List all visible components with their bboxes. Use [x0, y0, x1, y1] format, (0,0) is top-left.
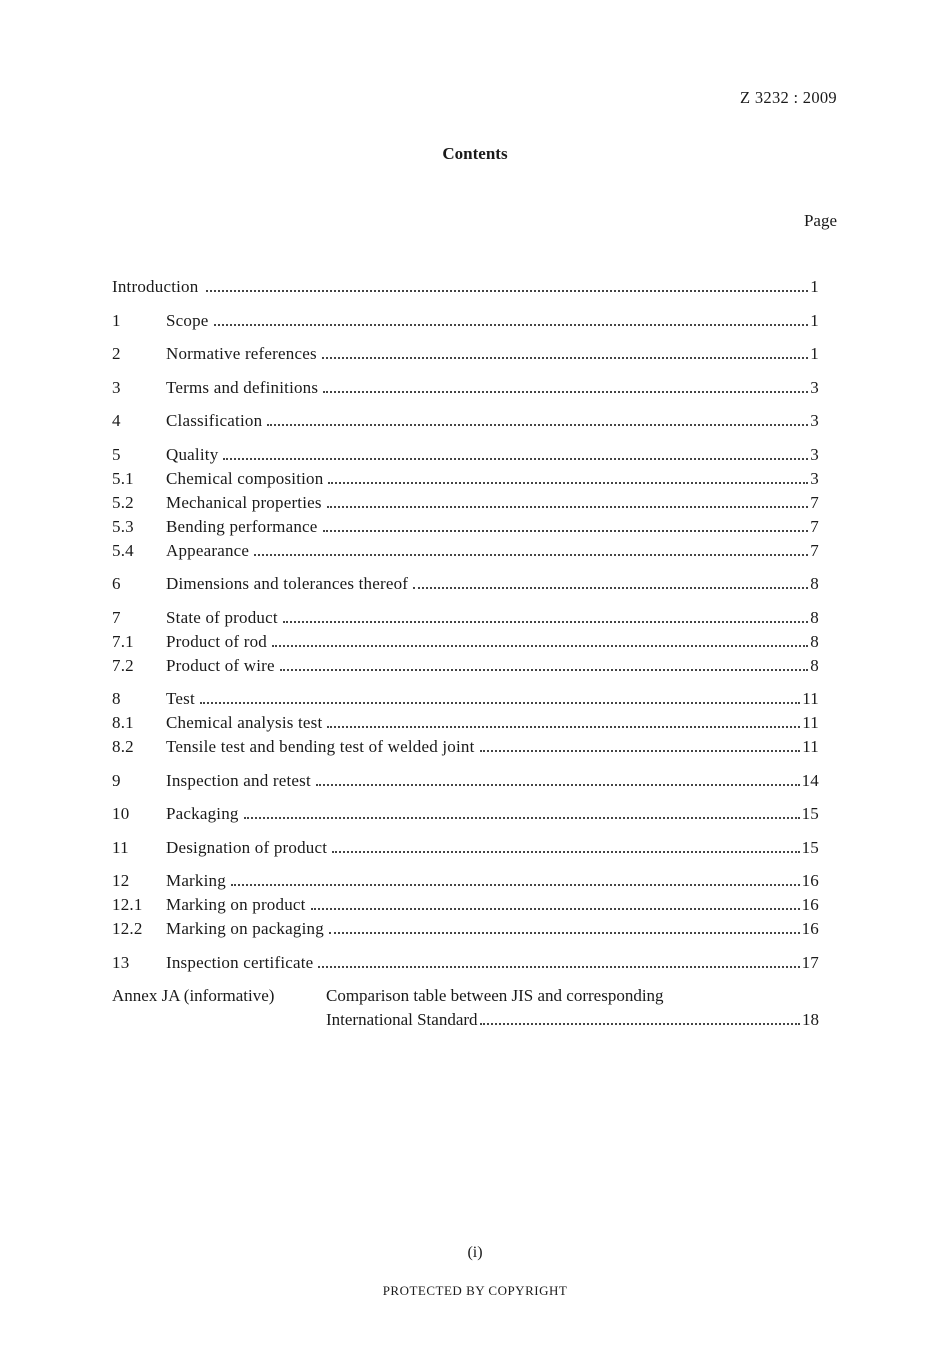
toc-page: 7 [810, 517, 819, 536]
toc-page: 1 [810, 344, 819, 363]
leader-dots [223, 458, 808, 460]
toc-number: 10 [112, 804, 130, 823]
toc-entry[interactable] [112, 656, 819, 680]
toc-number: 8.1 [112, 713, 134, 732]
toc-label: Inspection certificate [166, 953, 314, 972]
toc-entry-introduction[interactable] [112, 277, 819, 301]
leader-dots [480, 750, 801, 752]
toc-entry[interactable] [112, 541, 819, 565]
toc-page: 3 [810, 445, 819, 464]
toc-entry[interactable] [112, 953, 819, 977]
toc-entry[interactable] [112, 632, 819, 656]
toc-entry[interactable] [112, 895, 819, 919]
toc-label: Marking on product [166, 895, 306, 914]
leader-dots [332, 851, 799, 853]
toc-page: 1 [810, 311, 819, 330]
leader-dots [327, 726, 800, 728]
toc-page: 15 [801, 838, 819, 857]
leader-dots [318, 966, 799, 968]
toc-label: Quality [166, 445, 219, 464]
toc-number: 3 [112, 378, 121, 397]
toc-label: Normative references [166, 344, 317, 363]
toc-page: 11 [802, 737, 819, 756]
toc-number: 13 [112, 953, 130, 972]
leader-dots [316, 784, 800, 786]
leader-dots [480, 1023, 800, 1025]
toc-label: Product of rod [166, 632, 268, 651]
leader-dots [329, 932, 800, 934]
toc-label: Scope [166, 311, 209, 330]
toc-entry[interactable] [112, 689, 819, 713]
leader-dots [231, 884, 800, 886]
annex-title-line2: International Standard [326, 1010, 478, 1029]
toc-label: Terms and definitions [166, 378, 319, 397]
toc-number: 8 [112, 689, 121, 708]
leader-dots [254, 554, 808, 556]
toc-label: Marking [166, 871, 226, 890]
toc-number: 12.1 [112, 895, 143, 914]
toc-entry[interactable] [112, 919, 819, 943]
toc-page: 18 [802, 1010, 819, 1029]
toc-number: 5 [112, 445, 121, 464]
leader-dots [413, 587, 808, 589]
toc-page: 7 [810, 493, 819, 512]
toc-entry[interactable] [112, 574, 819, 598]
toc-page: 17 [801, 953, 819, 972]
toc-label: Appearance [166, 541, 250, 560]
toc-page: 14 [801, 771, 819, 790]
toc-page: 7 [810, 541, 819, 560]
toc-page: 8 [810, 574, 819, 593]
toc-label: Inspection and retest [166, 771, 311, 790]
leader-dots [272, 645, 808, 647]
toc-label: Introduction [112, 277, 199, 296]
toc-number: 8.2 [112, 737, 134, 756]
toc-entry[interactable] [112, 517, 819, 541]
toc-entry[interactable] [112, 871, 819, 895]
toc-number: 5.1 [112, 469, 134, 488]
toc-entry[interactable] [112, 445, 819, 469]
leader-dots [283, 621, 809, 623]
toc-number: 7.1 [112, 632, 134, 651]
toc-label: Marking on packaging [166, 919, 324, 938]
toc-entry[interactable] [112, 411, 819, 435]
leader-dots [327, 506, 809, 508]
leader-dots [322, 357, 809, 359]
toc-label: Test [166, 689, 195, 708]
toc-label: Product of wire [166, 656, 275, 675]
toc-entry[interactable] [112, 608, 819, 632]
leader-dots [323, 530, 809, 532]
standard-number: Z 3232 : 2009 [740, 88, 837, 107]
toc-entry[interactable] [112, 713, 819, 737]
toc-entry[interactable] [112, 838, 819, 862]
toc-label: Classification [166, 411, 263, 430]
annex-title-line1[interactable]: Comparison table between JIS and corresponding [326, 986, 664, 1005]
toc-entry[interactable] [112, 493, 819, 517]
toc-number: 6 [112, 574, 121, 593]
toc-page: 8 [810, 632, 819, 651]
toc-entry[interactable] [112, 804, 819, 828]
page-column-header: Page [803, 211, 837, 230]
toc-number: 5.4 [112, 541, 134, 560]
toc-entry[interactable] [112, 378, 819, 402]
toc-label: Mechanical properties [166, 493, 322, 512]
toc-number: 7.2 [112, 656, 134, 675]
toc-entry[interactable] [112, 737, 819, 761]
toc-number: 2 [112, 344, 121, 363]
leader-dots [311, 908, 800, 910]
toc-entry[interactable] [112, 311, 819, 335]
toc-label: Designation of product [166, 838, 328, 857]
leader-dots [244, 817, 800, 819]
copyright-notice: PROTECTED BY COPYRIGHT [382, 1283, 568, 1298]
toc-entry[interactable] [112, 469, 819, 493]
toc-number: 12.2 [112, 919, 143, 938]
leader-dots [323, 391, 808, 393]
page-number: (i) [467, 1244, 483, 1261]
leader-dots [328, 482, 808, 484]
toc-number: 4 [112, 411, 121, 430]
annex-heading: Annex JA (informative) [112, 986, 275, 1005]
toc-number: 5.3 [112, 517, 134, 536]
leader-dots [267, 424, 808, 426]
toc-page: 16 [801, 895, 819, 914]
toc-label: Packaging [166, 804, 239, 823]
toc-page: 8 [810, 656, 819, 675]
toc-label: Dimensions and tolerances thereof [166, 574, 409, 593]
toc-page: 3 [810, 469, 819, 488]
toc-number: 1 [112, 311, 121, 330]
toc-page: 15 [801, 804, 819, 823]
toc-number: 12 [112, 871, 130, 890]
toc-label: Chemical composition [166, 469, 324, 488]
toc-entry-annex[interactable] [326, 1010, 819, 1030]
leader-dots [206, 290, 808, 292]
toc-label: Tensile test and bending test of welded joint [166, 737, 475, 756]
toc-number: 5.2 [112, 493, 134, 512]
toc-label: Chemical analysis test [166, 713, 323, 732]
leader-dots [214, 324, 809, 326]
toc-page: 3 [810, 378, 819, 397]
toc-page: 11 [802, 713, 819, 732]
page-title: Contents [442, 144, 508, 163]
toc-label: Bending performance [166, 517, 318, 536]
toc-label: State of product [166, 608, 278, 627]
toc-page: 8 [810, 608, 819, 627]
toc-page: 3 [810, 411, 819, 430]
toc-entry[interactable] [112, 771, 819, 795]
toc-entry[interactable] [112, 344, 819, 368]
toc-number: 9 [112, 771, 121, 790]
leader-dots [200, 702, 800, 704]
toc-page: 16 [801, 871, 819, 890]
toc-page: 1 [810, 277, 819, 296]
toc-number: 11 [112, 838, 129, 857]
toc-number: 7 [112, 608, 121, 627]
leader-dots [280, 669, 809, 671]
toc-page: 11 [802, 689, 819, 708]
toc-page: 16 [801, 919, 819, 938]
